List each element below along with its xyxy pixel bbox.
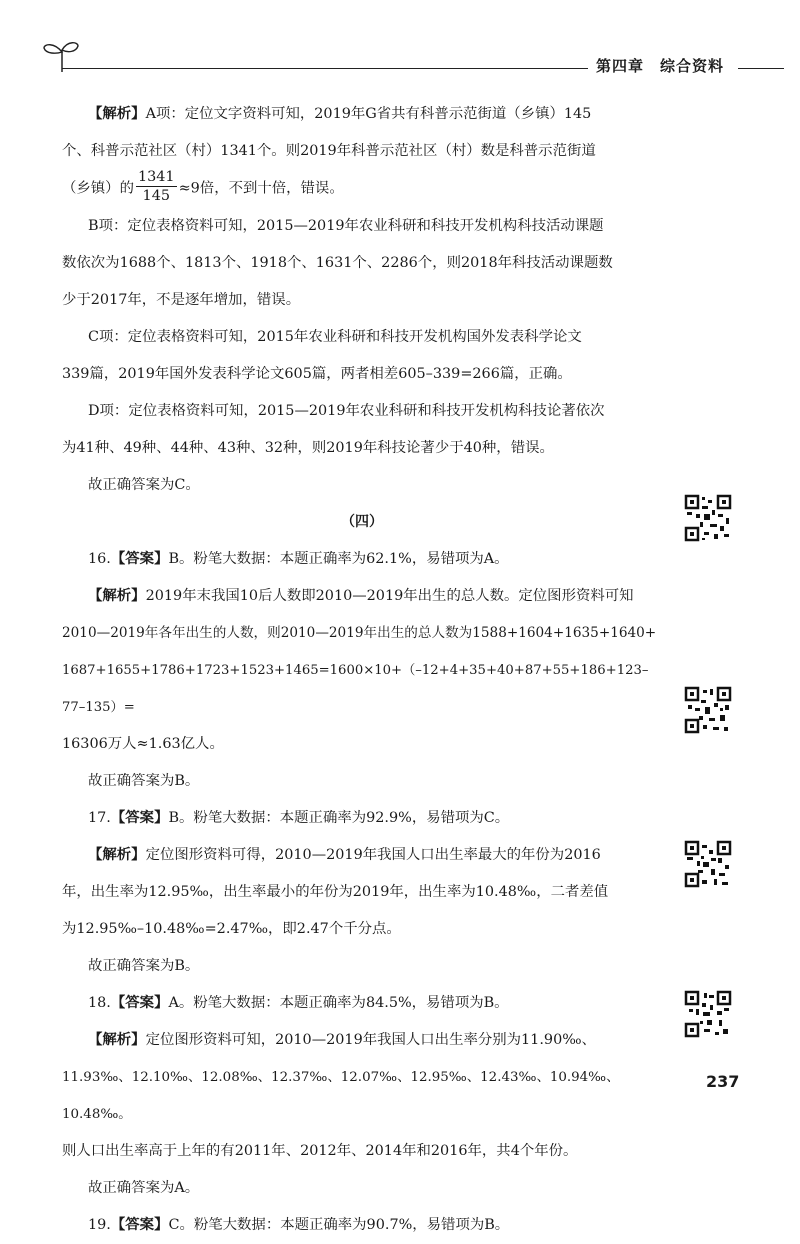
qr-code-icon[interactable] bbox=[684, 840, 732, 888]
answer-15: 故正确答案为C。 bbox=[88, 476, 200, 493]
chapter-section: 综合资料 bbox=[660, 57, 725, 75]
analysis-a-line2: 个、科普示范社区（村）1341个。则2019年科普示范社区（村）数是科普示范街道 bbox=[62, 143, 596, 159]
analysis-16-line2: 2010—2019年各年出生的人数，则2010—2019年出生的总人数为1588+1604+1635+1640+ bbox=[62, 624, 657, 641]
answer-18: 故正确答案为A。 bbox=[88, 1179, 200, 1196]
qr-code-icon[interactable] bbox=[684, 990, 732, 1038]
analysis-a-line1: 【解析】A项：定位文字资料可知，2019年G省共有科普示范街道（乡镇）145 bbox=[88, 106, 592, 122]
analysis-label: 【解析】 bbox=[88, 1031, 146, 1048]
analysis-d-line1: D项：定位表格资料可知，2015—2019年农业科研和科技开发机构科技论著依次 bbox=[88, 402, 605, 419]
section-title: （四） bbox=[341, 513, 383, 530]
question-17: 17.【答案】B。粉笔大数据：本题正确率为92.9%，易错项为C。 bbox=[88, 809, 510, 826]
answer-label: 【答案】 bbox=[110, 550, 169, 567]
chapter-heading bbox=[596, 55, 724, 76]
page-content bbox=[62, 96, 662, 1244]
question-16: 16.【答案】B。粉笔大数据：本题正确率为62.1%，易错项为A。 bbox=[88, 550, 509, 567]
analysis-18-line2: 11.93‰、12.10‰、12.08‰、12.37‰、12.07‰、12.95‰、12.43‰、10.94‰、10.48‰。 bbox=[62, 1069, 620, 1122]
header-rule-right bbox=[738, 68, 784, 69]
analysis-label: 【解析】 bbox=[88, 846, 146, 863]
answer-label: 【答案】 bbox=[110, 1216, 169, 1233]
analysis-17-line3: 为12.95‰–10.48‰=2.47‰，即2.47个千分点。 bbox=[62, 920, 401, 937]
analysis-18-line3: 则人口出生率高于上年的有2011年、2012年、2014年和2016年，共4个年份。 bbox=[62, 1142, 578, 1159]
analysis-b-line1: B项：定位表格资料可知，2015—2019年农业科研和科技开发机构科技活动课题 bbox=[88, 217, 604, 234]
question-18: 18.【答案】A。粉笔大数据：本题正确率为84.5%，易错项为B。 bbox=[88, 994, 509, 1011]
answer-label: 【答案】 bbox=[110, 994, 169, 1011]
analysis-a-line3: （乡镇）的 $\frac{1341}{145}$ ≈9倍，不到十倍，错误。 bbox=[62, 169, 344, 204]
question-19: 19.【答案】C。粉笔大数据：本题正确率为90.7%，易错项为B。 bbox=[88, 1216, 510, 1233]
chapter-number: 第四章 bbox=[596, 57, 645, 75]
page-header bbox=[0, 0, 800, 90]
analysis-d-line2: 为41种、49种、44种、43种、32种，则2019年科技论著少于40种，错误。 bbox=[62, 439, 554, 456]
fraction: $\frac{1341}{145}$ bbox=[137, 169, 175, 204]
answer-16: 故正确答案为B。 bbox=[88, 772, 200, 789]
analysis-label: 【解析】 bbox=[88, 106, 146, 122]
analysis-17-line1: 【解析】定位图形资料可得，2010—2019年我国人口出生率最大的年份为2016 bbox=[88, 846, 601, 863]
header-rule-left bbox=[62, 68, 588, 69]
analysis-16-line1: 【解析】2019年末我国10后人数即2010—2019年出生的总人数。定位图形资料可知 bbox=[88, 587, 634, 604]
analysis-18-line1: 【解析】定位图形资料可知，2010—2019年我国人口出生率分别为11.90‰、 bbox=[88, 1031, 596, 1048]
analysis-b-line2: 数依次为1688个、1813个、1918个、1631个、2286个，则2018年科技活动课题数 bbox=[62, 254, 613, 271]
qr-code-icon[interactable] bbox=[684, 494, 732, 542]
analysis-c-line2: 339篇，2019年国外发表科学论文605篇，两者相差605–339=266篇，正确。 bbox=[62, 365, 572, 382]
analysis-c-line1: C项：定位表格资料可知，2015年农业科研和科技开发机构国外发表科学论文 bbox=[88, 328, 582, 345]
analysis-b-line3: 少于2017年，不是逐年增加，错误。 bbox=[62, 291, 301, 308]
answer-label: 【答案】 bbox=[110, 809, 169, 826]
analysis-16-line3: 1687+1655+1786+1723+1523+1465=1600×10+（–12+4+35+40+87+55+186+123–77–135）= bbox=[62, 662, 649, 715]
analysis-16-line4: 16306万人≈1.63亿人。 bbox=[62, 735, 224, 752]
answer-17: 故正确答案为B。 bbox=[88, 957, 200, 974]
analysis-label: 【解析】 bbox=[88, 587, 146, 604]
page-number: 237 bbox=[706, 1072, 740, 1091]
qr-code-icon[interactable] bbox=[684, 686, 732, 734]
analysis-17-line2: 年，出生率为12.95‰，出生率最小的年份为2019年，出生率为10.48‰，二者差值 bbox=[62, 883, 609, 900]
